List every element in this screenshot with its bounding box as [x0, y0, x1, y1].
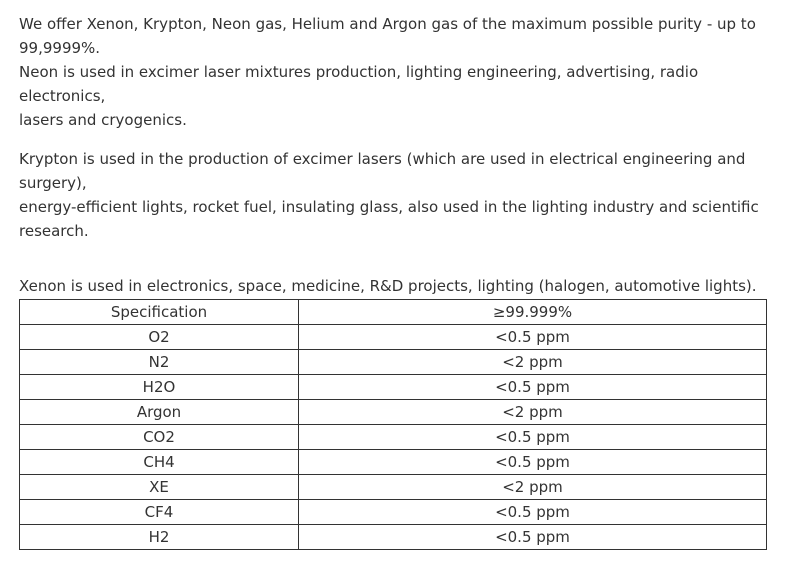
component-name-cell: CF4: [20, 500, 299, 525]
component-value-cell: <0.5 ppm: [299, 325, 767, 350]
table-row: [20, 425, 767, 450]
krypton-paragraph: [19, 147, 779, 243]
table-row: [20, 400, 767, 425]
component-value-cell: <2 ppm: [299, 475, 767, 500]
component-value-cell: <0.5 ppm: [299, 525, 767, 550]
table-row: [20, 375, 767, 400]
component-name-cell: H2: [20, 525, 299, 550]
table-row: [20, 500, 767, 525]
purity-value-cell: ≥99.999%: [299, 300, 767, 325]
component-name-cell: CO2: [20, 425, 299, 450]
text-line: energy-efficient lights, rocket fuel, insulating glass, also used in the lighting industry and scientific: [19, 198, 759, 216]
text-line: research.: [19, 222, 89, 240]
table-row: [20, 450, 767, 475]
table-row: [20, 325, 767, 350]
table-row: [20, 350, 767, 375]
component-name-cell: H2O: [20, 375, 299, 400]
text-line: We offer Xenon, Krypton, Neon gas, Helium and Argon gas of the maximum possible purity - up to: [19, 15, 756, 33]
component-name-cell: N2: [20, 350, 299, 375]
specification-table-body: [20, 300, 767, 550]
component-name-cell: XE: [20, 475, 299, 500]
component-value-cell: <0.5 ppm: [299, 500, 767, 525]
table-row: [20, 475, 767, 500]
component-name-cell: Argon: [20, 400, 299, 425]
component-value-cell: <2 ppm: [299, 400, 767, 425]
text-line: electronics,: [19, 87, 106, 105]
text-line: lasers and cryogenics.: [19, 111, 187, 129]
component-value-cell: <2 ppm: [299, 350, 767, 375]
component-name-cell: CH4: [20, 450, 299, 475]
component-value-cell: <0.5 ppm: [299, 375, 767, 400]
text-line: Krypton is used in the production of excimer lasers (which are used in electrical engineering and: [19, 150, 746, 168]
specification-table: [19, 299, 767, 550]
component-value-cell: <0.5 ppm: [299, 450, 767, 475]
component-value-cell: <0.5 ppm: [299, 425, 767, 450]
xenon-paragraph: Xenon is used in electronics, space, medicine, R&D projects, lighting (halogen, automotive lights).: [19, 277, 757, 295]
specification-label-cell: Specification: [20, 300, 299, 325]
document-content: [19, 12, 779, 546]
table-row: [20, 525, 767, 550]
component-name-cell: O2: [20, 325, 299, 350]
text-line: surgery),: [19, 174, 87, 192]
text-line: 99,9999%.: [19, 39, 101, 57]
text-line: Neon is used in excimer laser mixtures production, lighting engineering, advertising, radio: [19, 63, 699, 81]
table-header-row: [20, 300, 767, 325]
intro-paragraph: [19, 12, 779, 132]
